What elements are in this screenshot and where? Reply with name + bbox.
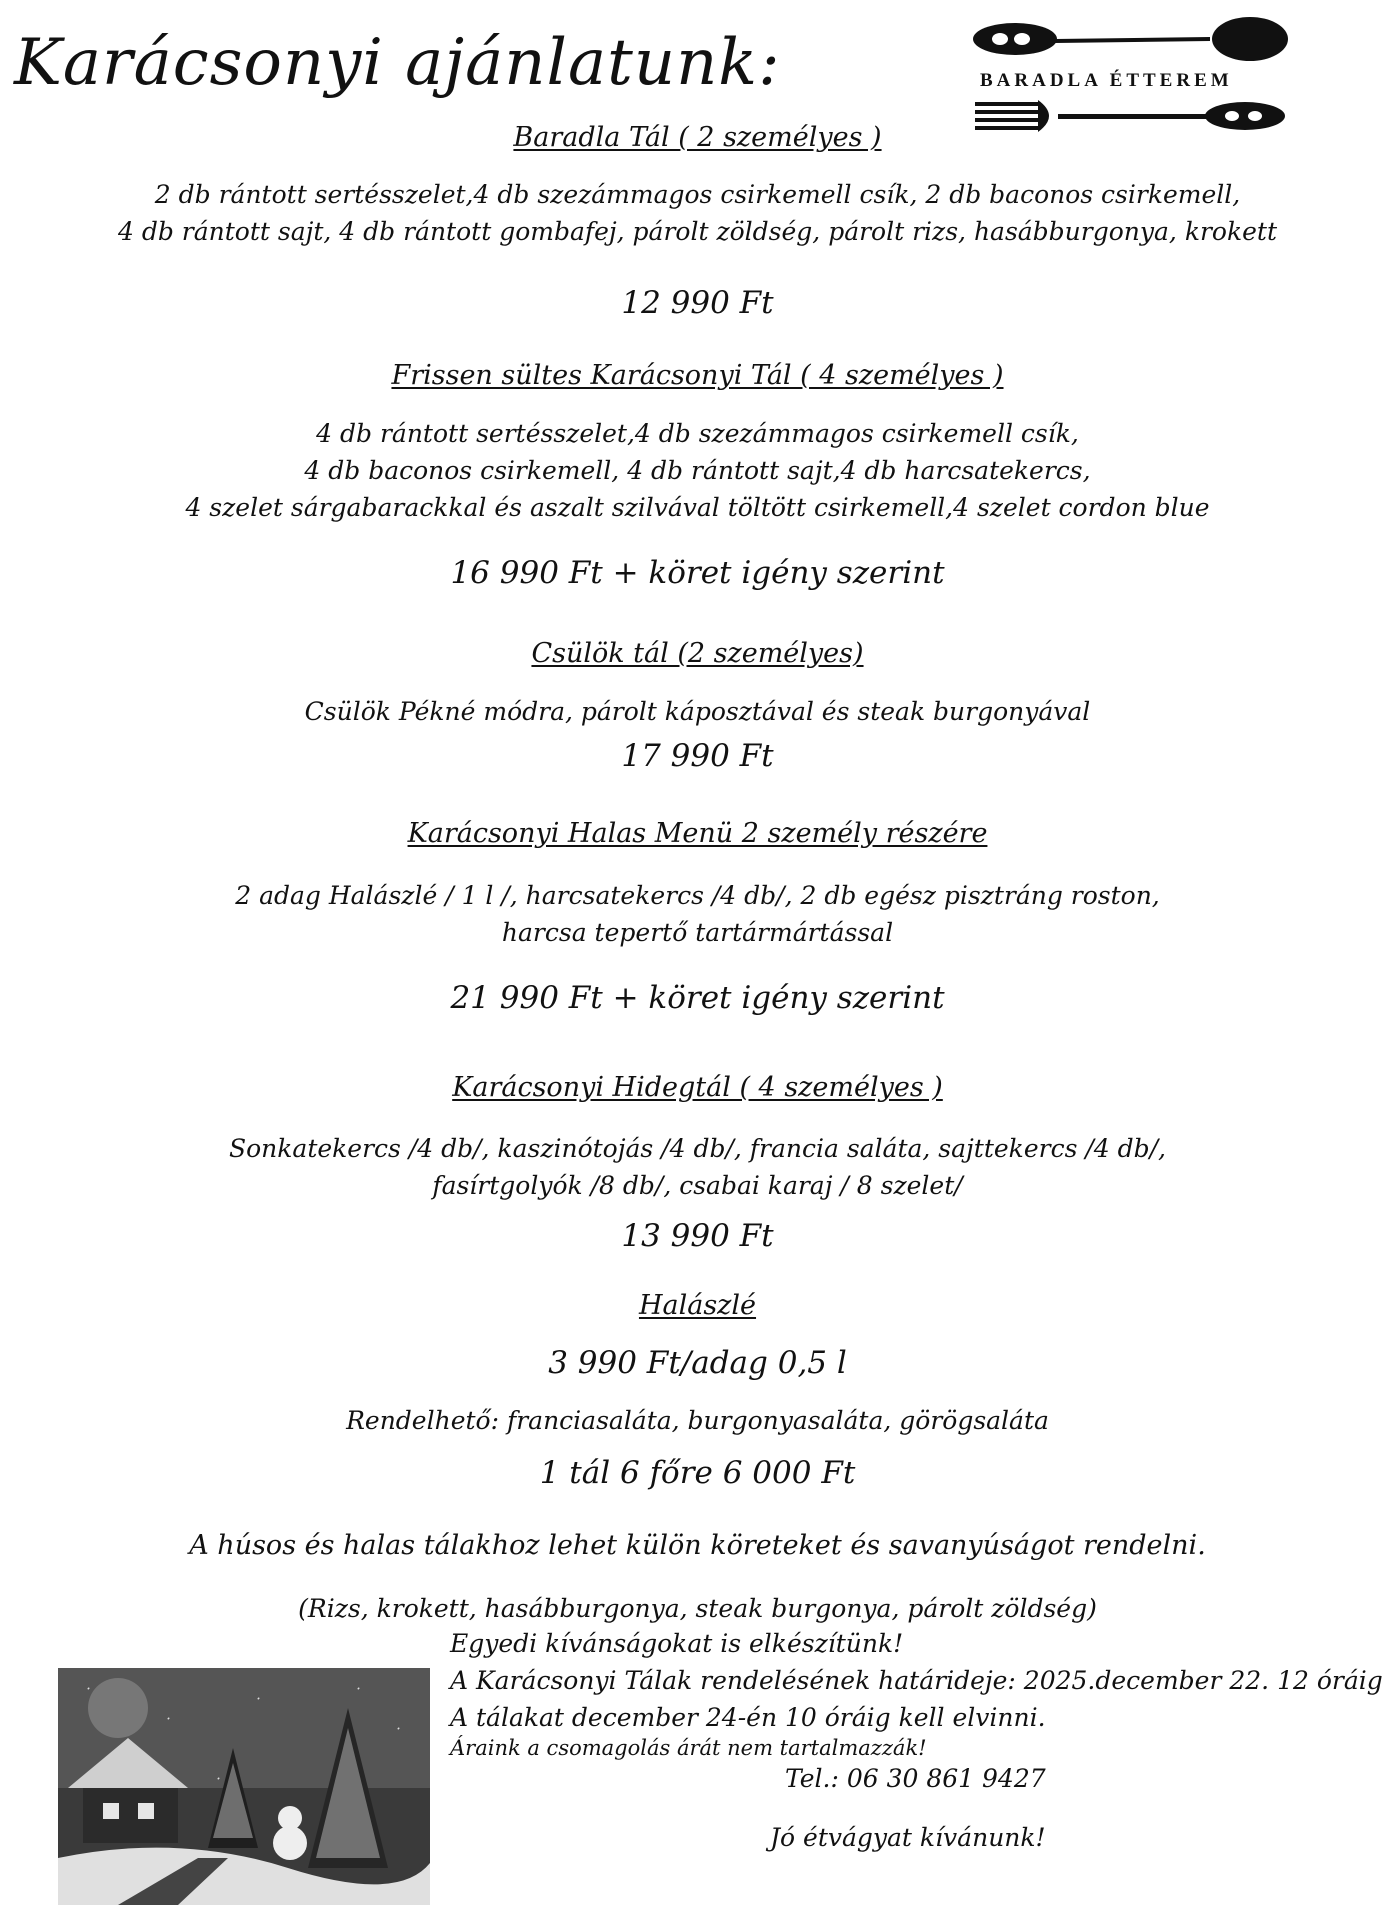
pickup-info: A tálakat december 24-én 10 óráig kell elvinni. bbox=[450, 1703, 1046, 1732]
section-price: 12 990 Ft bbox=[621, 285, 774, 321]
section-price: 16 990 Ft + köret igény szerint bbox=[450, 555, 945, 591]
winter-scene-image bbox=[58, 1668, 430, 1905]
section-desc-line: 4 db rántott sajt, 4 db rántott gombafej, párolt zöldség, párolt rizs, hasábburgonya, krokett bbox=[117, 217, 1278, 246]
section-desc-line: 4 szelet sárgabarackkal és aszalt szilvával töltött csirkemell,4 szelet cordon blue bbox=[185, 493, 1210, 522]
packaging-note: Áraink a csomagolás árát nem tartalmazzák! bbox=[450, 1736, 927, 1760]
section-desc-line: fasírtgolyók /8 db/, csabai karaj / 8 szelet/ bbox=[432, 1171, 963, 1200]
section-price: 21 990 Ft + köret igény szerint bbox=[450, 980, 945, 1016]
section-desc-line: Sonkatekercs /4 db/, kaszinótojás /4 db/, francia saláta, sajttekercs /4 db/, bbox=[228, 1134, 1166, 1163]
section-heading-csulok: Csülök tál (2 személyes) bbox=[531, 638, 864, 669]
custom-requests: Egyedi kívánságokat is elkészítünk! bbox=[450, 1629, 904, 1658]
goodbye-message: Jó étvágyat kívánunk! bbox=[770, 1823, 1046, 1852]
section-price: 3 990 Ft/adag 0,5 l bbox=[548, 1345, 847, 1381]
spoon-icon bbox=[960, 12, 1290, 67]
section-desc-line: harcsa tepertő tartármártással bbox=[501, 918, 894, 947]
section-heading-halaszle: Halászlé bbox=[638, 1290, 757, 1321]
section-price: 13 990 Ft bbox=[621, 1218, 774, 1254]
sides-list: (Rizs, krokett, hasábburgonya, steak burgonya, párolt zöldség) bbox=[298, 1594, 1097, 1623]
section-desc-line: 4 db baconos csirkemell, 4 db rántott sajt,4 db harcsatekercs, bbox=[304, 456, 1091, 485]
footer-block bbox=[450, 1625, 1383, 1856]
section-desc-line: 2 adag Halászlé / 1 l /, harcsatekercs /4 db/, 2 db egész pisztráng roston, bbox=[235, 881, 1160, 910]
section-desc-line: 4 db rántott sertésszelet,4 db szezámmagos csirkemell csík, bbox=[316, 419, 1079, 448]
phone-number: Tel.: 06 30 861 9427 bbox=[785, 1764, 1046, 1793]
section-heading-baradla: Baradla Tál ( 2 személyes ) bbox=[513, 122, 882, 153]
sides-note: A húsos és halas tálakhoz lehet külön köreteket és savanyúságot rendelni. bbox=[189, 1530, 1206, 1561]
section-heading-hidegtal: Karácsonyi Hidegtál ( 4 személyes ) bbox=[452, 1072, 943, 1103]
section-heading-karacsonyi-tal: Frissen sültes Karácsonyi Tál ( 4 személyes ) bbox=[391, 360, 1004, 391]
salads-line: Rendelhető: franciasaláta, burgonyasaláta, görögsaláta bbox=[346, 1406, 1049, 1435]
restaurant-name: BARADLA ÉTTEREM bbox=[980, 70, 1233, 91]
section-desc-line: 2 db rántott sertésszelet,4 db szezámmagos csirkemell csík, 2 db baconos csirkemell, bbox=[154, 180, 1241, 209]
section-desc-line: Csülök Pékné módra, párolt káposztával és steak burgonyával bbox=[304, 697, 1091, 726]
page-title: Karácsonyi ajánlatunk: bbox=[14, 26, 781, 100]
salads-price: 1 tál 6 főre 6 000 Ft bbox=[539, 1455, 856, 1491]
section-price: 17 990 Ft bbox=[621, 738, 774, 774]
order-deadline: A Karácsonyi Tálak rendelésének határideje: 2025.december 22. 12 óráig bbox=[450, 1666, 1383, 1695]
section-heading-halas-menu: Karácsonyi Halas Menü 2 személy részére bbox=[407, 818, 988, 849]
